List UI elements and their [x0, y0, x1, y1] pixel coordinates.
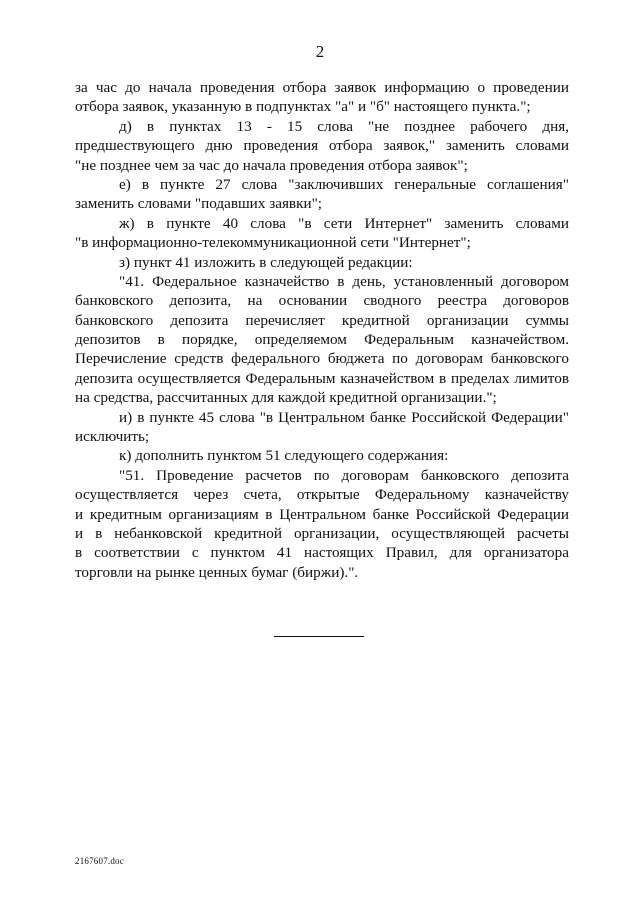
text-line: и) в пункте 45 слова "в Центральном банке Российской Федерации"	[119, 408, 569, 426]
text-line: депозита осуществляется Федеральным казначейством в пределах лимитов	[75, 369, 569, 387]
text-line: на средства, рассчитанных для каждой кредитной организации.";	[75, 389, 497, 407]
text-line: е) в пункте 27 слова "заключивших генеральные соглашения"	[119, 175, 569, 193]
text-line: "не позднее чем за час до начала проведения отбора заявок";	[75, 156, 468, 174]
text-line: исключить;	[75, 428, 150, 446]
document-code: 2167607.doc	[75, 856, 124, 866]
document-body	[75, 78, 569, 582]
text-line: Перечисление средств федерального бюджета по договорам банковского	[75, 350, 569, 368]
text-line: "в информационно-телекоммуникационной сети "Интернет";	[75, 234, 471, 252]
text-line: з) пункт 41 изложить в следующей редакции:	[119, 253, 413, 271]
text-line: и кредитным организациям в Центральном банке Российской Федерации	[75, 505, 569, 523]
text-line: осуществляется через счета, открытые Федеральному казначейству	[75, 486, 569, 504]
text-line: за час до начала проведения отбора заявок информацию о проведении	[75, 79, 569, 96]
text-line: к) дополнить пунктом 51 следующего содержания:	[119, 447, 449, 465]
text-line: банковского депозита перечисляет кредитной организации суммы	[75, 311, 569, 329]
text-line: заменить словами "подавших заявки";	[75, 195, 323, 213]
text-line: ж) в пункте 40 слова "в сети Интернет" заменить словами	[119, 214, 569, 232]
text-line: банковского депозита, на основании сводного реестра договоров	[75, 292, 569, 310]
end-divider	[274, 636, 364, 637]
text-line: депозитов в порядке, определяемом Федеральным казначейством.	[75, 331, 569, 349]
text-line: и в небанковской кредитной организации, осуществляющей расчеты	[75, 524, 569, 542]
text-line: торговли на рынке ценных бумаг (биржи).".	[75, 563, 359, 581]
page-number: 2	[315, 42, 325, 61]
text-line: предшествующего дню проведения отбора заявок," заменить словами	[75, 137, 569, 155]
text-line: в соответствии с пунктом 41 настоящих Правил, для организатора	[75, 544, 569, 562]
text-line: отбора заявок, указанную в подпунктах "а" и "б" настоящего пункта.";	[75, 98, 531, 116]
text-line: д) в пунктах 13 - 15 слова "не позднее рабочего дня,	[119, 117, 569, 135]
text-line: "51. Проведение расчетов по договорам банковского депозита	[119, 466, 569, 484]
text-line: "41. Федеральное казначейство в день, установленный договором	[119, 272, 569, 290]
